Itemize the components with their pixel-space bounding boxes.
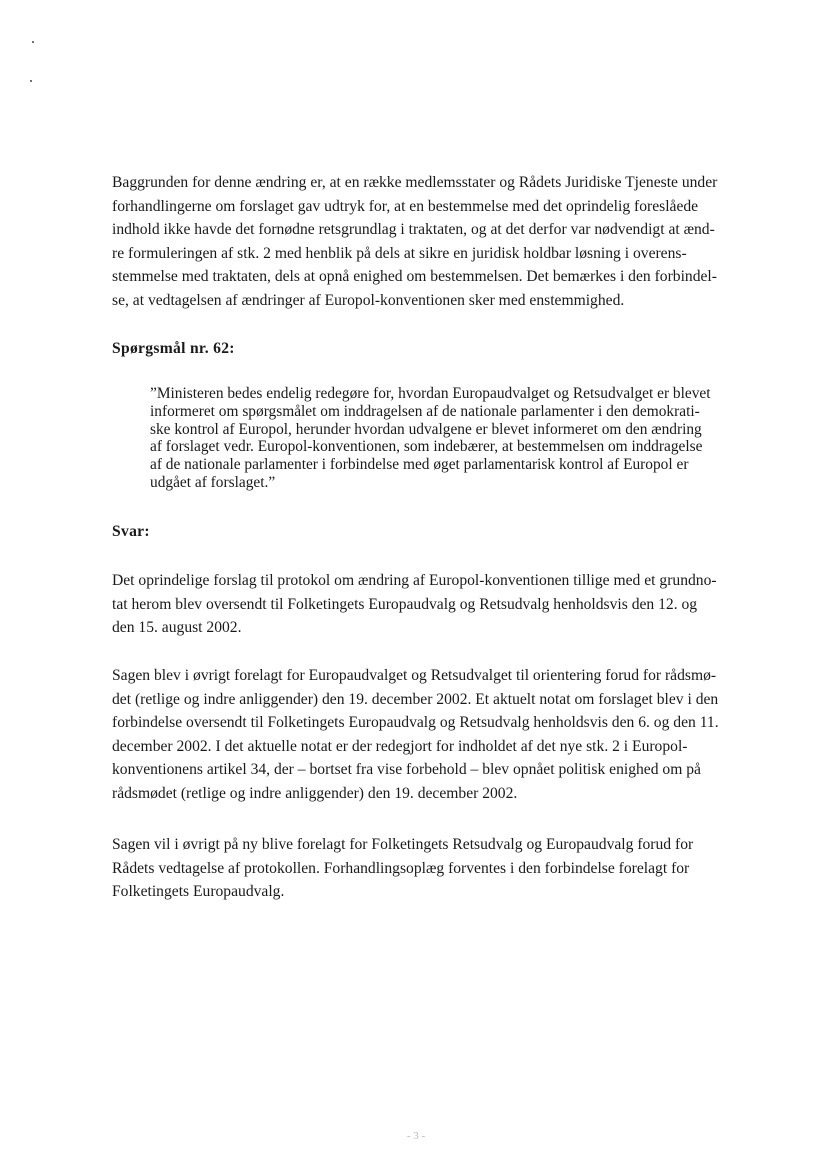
- quote-line: af forslaget vedr. Europol-konventionen, som indebærer, at bestemmelsen om inddragelse: [150, 438, 703, 456]
- quote-line: af de nationale parlamenter i forbindelse med øget parlamentarisk kontrol af Europol er: [150, 456, 689, 474]
- text-line: forbindelse oversendt til Folketingets Europaudvalg og Retsudvalg henholdsvis den 6. og den 11.: [112, 714, 719, 731]
- text-line: rådsmødet (retlige og indre anliggender) den 19. december 2002.: [112, 784, 518, 802]
- page-number: - 3 -: [406, 1130, 426, 1142]
- text-line: Folketingets Europaudvalg.: [112, 883, 285, 900]
- quote-line: udgået af forslaget.”: [150, 473, 276, 491]
- answer-paragraph-2: [112, 664, 762, 805]
- text-line: konventionens artikel 34, der – bortset fra vise forbehold – blev opnået politisk enighed om på: [112, 761, 701, 778]
- text-line: indhold ikke havde det fornødne retsgrundlag i traktaten, og at det derfor var nødvendigt at ænd-: [112, 221, 715, 238]
- question-heading: Spørgsmål nr. 62:: [112, 340, 235, 357]
- text-line: stemmelse med traktaten, dels at opnå enighed om bestemmelsen. Det bemærkes i den forbindel-: [112, 268, 717, 285]
- quote-line: ske kontrol af Europol, herunder hvordan udvalgene er blevet informeret om den ændring: [150, 420, 702, 438]
- text-line: tat herom blev oversendt til Folketingets Europaudvalg og Retsudvalg henholdsvis den 12. og: [112, 595, 698, 613]
- text-line: forhandlingerne om forslaget gav udtryk for, at en bestemmelse med det oprindelig foreslåede: [112, 197, 699, 215]
- text-line: se, at vedtagelsen af ændringer af Europol-konventionen sker med enstemmighed.: [112, 291, 625, 309]
- text-line: Baggrunden for denne ændring er, at en række medlemsstater og Rådets Juridiske Tjeneste under: [112, 174, 718, 191]
- text-line: den 15. august 2002.: [112, 619, 242, 636]
- text-line: re formuleringen af stk. 2 med henblik på dels at sikre en juridisk holdbar løsning i overens-: [112, 244, 687, 262]
- answer-paragraph-3: [112, 833, 762, 904]
- text-line: Sagen blev i øvrigt forelagt for Europaudvalget og Retsudvalget til orientering forud for rådsmø-: [112, 667, 717, 684]
- text-line: Rådets vedtagelse af protokollen. Forhandlingsoplæg forventes i den forbindelse forelagt for: [112, 859, 690, 877]
- question-quote: [150, 385, 758, 492]
- answer-heading: Svar:: [112, 523, 150, 540]
- scan-speck: [32, 41, 34, 43]
- scan-speck: [30, 80, 32, 82]
- quote-line: ”Ministeren bedes endelig redegøre for, hvordan Europaudvalget og Retsudvalget er blevet: [150, 385, 711, 402]
- text-line: Det oprindelige forslag til protokol om ændring af Europol-konventionen tillige med et grundno-: [112, 572, 717, 589]
- intro-paragraph: [112, 171, 762, 312]
- answer-paragraph-1: [112, 569, 762, 640]
- quote-line: informeret om spørgsmålet om inddragelsen af de nationale parlamenter i den demokrati-: [150, 402, 700, 420]
- text-line: det (retlige og indre anliggender) den 19. december 2002. Et aktuelt notat om forslaget blev i den: [112, 690, 719, 708]
- text-line: december 2002. I det aktuelle notat er der redegjort for indholdet af det nye stk. 2 i Europol-: [112, 737, 688, 755]
- text-line: Sagen vil i øvrigt på ny blive forelagt for Folketingets Retsudvalg og Europaudvalg forud for: [112, 836, 694, 853]
